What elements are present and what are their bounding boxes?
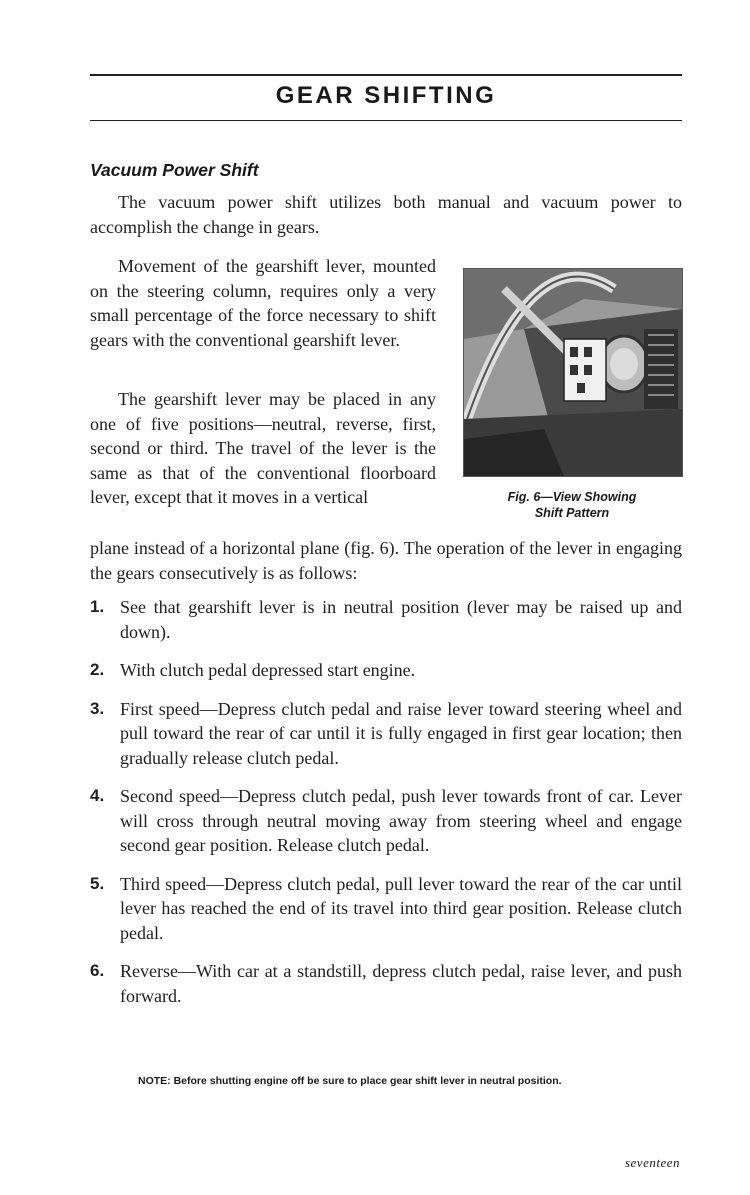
list-item bbox=[90, 784, 682, 858]
note-text: NOTE: Before shutting engine off be sure to place gear shift lever in neutral position. bbox=[138, 1075, 562, 1087]
step-text: Third speed—Depress clutch pedal, pull lever toward the rear of the car until lever has reached the end of its travel into third gear position. Release clutch pedal. bbox=[120, 873, 682, 943]
step-text: See that gearshift lever is in neutral position (lever may be raised up and down). bbox=[120, 597, 682, 642]
figure-caption-line1: Fig. 6—View Showing bbox=[507, 490, 637, 504]
page-title: GEAR SHIFTING bbox=[275, 82, 497, 109]
list-item bbox=[90, 595, 682, 644]
figure-caption-line2: Shift Pattern bbox=[534, 506, 610, 520]
section-heading: Vacuum Power Shift bbox=[90, 160, 259, 180]
shift-steps-list bbox=[90, 595, 682, 1008]
list-item bbox=[90, 959, 682, 1008]
step-text: With clutch pedal depressed start engine. bbox=[120, 660, 416, 680]
step-number: 2. bbox=[90, 660, 105, 679]
paragraph-positions: The gearshift lever may be placed in any one of five positions—neutral, reverse, first, second or third. The travel of the lever is the same as that of the conventional floorboard lever, except that it moves in a vertical bbox=[90, 389, 436, 507]
paragraph-intro: The vacuum power shift utilizes both manual and vacuum power to accomplish the change in gears. bbox=[90, 192, 682, 237]
list-item bbox=[90, 658, 682, 683]
step-text: First speed—Depress clutch pedal and raise lever toward steering wheel and pull toward the rear of car until it is fully engaged in first gear location; then gradually release clutch pedal. bbox=[120, 698, 682, 768]
step-number: 3. bbox=[90, 698, 105, 718]
step-number: 6. bbox=[90, 961, 105, 980]
step-text: Reverse—With car at a standstill, depress clutch pedal, raise lever, and push forward. bbox=[120, 961, 682, 1006]
step-number: 4. bbox=[90, 786, 105, 805]
list-item bbox=[90, 697, 682, 771]
header-rule-bottom bbox=[90, 120, 682, 121]
figure-caption bbox=[463, 489, 681, 521]
list-item bbox=[90, 872, 682, 946]
paragraph-movement: Movement of the gearshift lever, mounted on the steering column, requires only a very small percentage of the force necessary to shift gears with the conventional gearshift lever. bbox=[90, 256, 436, 350]
step-number: 5. bbox=[90, 873, 105, 893]
step-number: 1. bbox=[90, 597, 105, 616]
paragraph-positions-continued: plane instead of a horizontal plane (fig. 6). The operation of the lever in engaging the gears consecutively is as follows: bbox=[90, 538, 682, 583]
page-number: seventeen bbox=[624, 1155, 680, 1170]
step-text: Second speed—Depress clutch pedal, push lever towards front of car. Lever will cross through neutral moving away from steering wheel and engage second gear position. Release clutch pedal. bbox=[120, 786, 682, 855]
header-rule-top bbox=[90, 74, 682, 76]
figure-photo-steering-column bbox=[463, 268, 683, 477]
